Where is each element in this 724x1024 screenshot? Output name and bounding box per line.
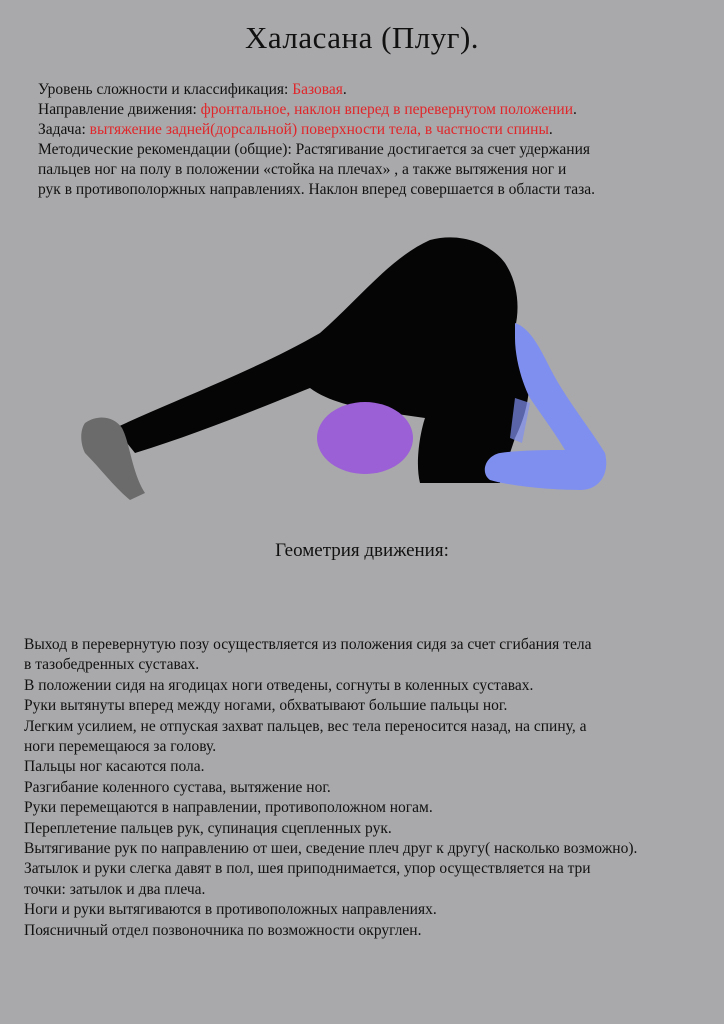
task-end: . xyxy=(548,121,553,138)
text-line: в тазобедренных суставах. xyxy=(24,656,200,674)
pose-summary xyxy=(38,80,688,200)
text-line: Вытягивание рук по направлению от шеи, сведение плеч друг к другу( насколько возможно). xyxy=(24,840,638,858)
text-line: точки: затылок и два плеча. xyxy=(24,880,206,898)
text-line: Затылок и руки слегка давят в пол, шея приподнимается, упор осуществляется на три xyxy=(24,860,591,878)
method-line: рук в противополоржных направлениях. Наклон вперед совершается в области таза. xyxy=(38,181,596,198)
task-value: вытяжение задней(дорсальной) поверхности тела, в частности спины xyxy=(89,121,549,138)
section-heading: Геометрия движения: xyxy=(275,540,449,561)
direction-label: Направление движения: xyxy=(38,101,201,118)
task-line xyxy=(38,120,688,140)
direction-line xyxy=(38,100,688,120)
page-title: Халасана (Плуг). xyxy=(244,20,480,55)
text-line: Руки перемещаются в направлении, противоположном ногам. xyxy=(24,799,433,817)
level-label: Уровень сложности и классификация: xyxy=(38,81,293,98)
level-value: Базовая xyxy=(292,81,343,98)
head xyxy=(317,402,413,474)
text-line: Пальцы ног касаются пола. xyxy=(24,758,205,776)
level-line xyxy=(38,80,688,100)
text-line: Поясничный отдел позвоночника по возможности округлен. xyxy=(24,921,422,939)
text-line: Выход в перевернутую позу осуществляется из положения сидя за счет сгибания тела xyxy=(24,636,592,653)
level-end: . xyxy=(342,81,347,98)
method-line: пальцев ног на полу в положении «стойка на плечах» , а также вытяжения ног и xyxy=(38,161,567,178)
method-line: Методические рекомендации (общие): Растягивание достигается за счет удержания xyxy=(38,141,590,158)
text-line: ноги перемещаюся за голову. xyxy=(24,738,217,756)
direction-value: фронтальное, наклон вперед в перевернутом положении xyxy=(200,101,573,118)
direction-end: . xyxy=(573,101,577,118)
plow-pose-illustration xyxy=(60,228,640,518)
text-line: Руки вытянуты вперед между ногами, обхватывают большие пальцы ног. xyxy=(24,697,508,715)
text-line: Ноги и руки вытягиваются в противоположных направлениях. xyxy=(24,901,437,919)
text-line: Разгибание коленного сустава, вытяжение ног. xyxy=(24,778,331,796)
text-line: Легким усилием, не отпуская захват пальцев, вес тела переносится назад, на спину, а xyxy=(24,717,587,735)
task-label: Задача: xyxy=(38,121,90,138)
text-line: Переплетение пальцев рук, супинация сцепленных рук. xyxy=(24,819,392,837)
movement-description xyxy=(24,635,714,941)
text-line: В положении сидя на ягодицах ноги отведены, согнуты в коленных суставах. xyxy=(24,676,534,694)
